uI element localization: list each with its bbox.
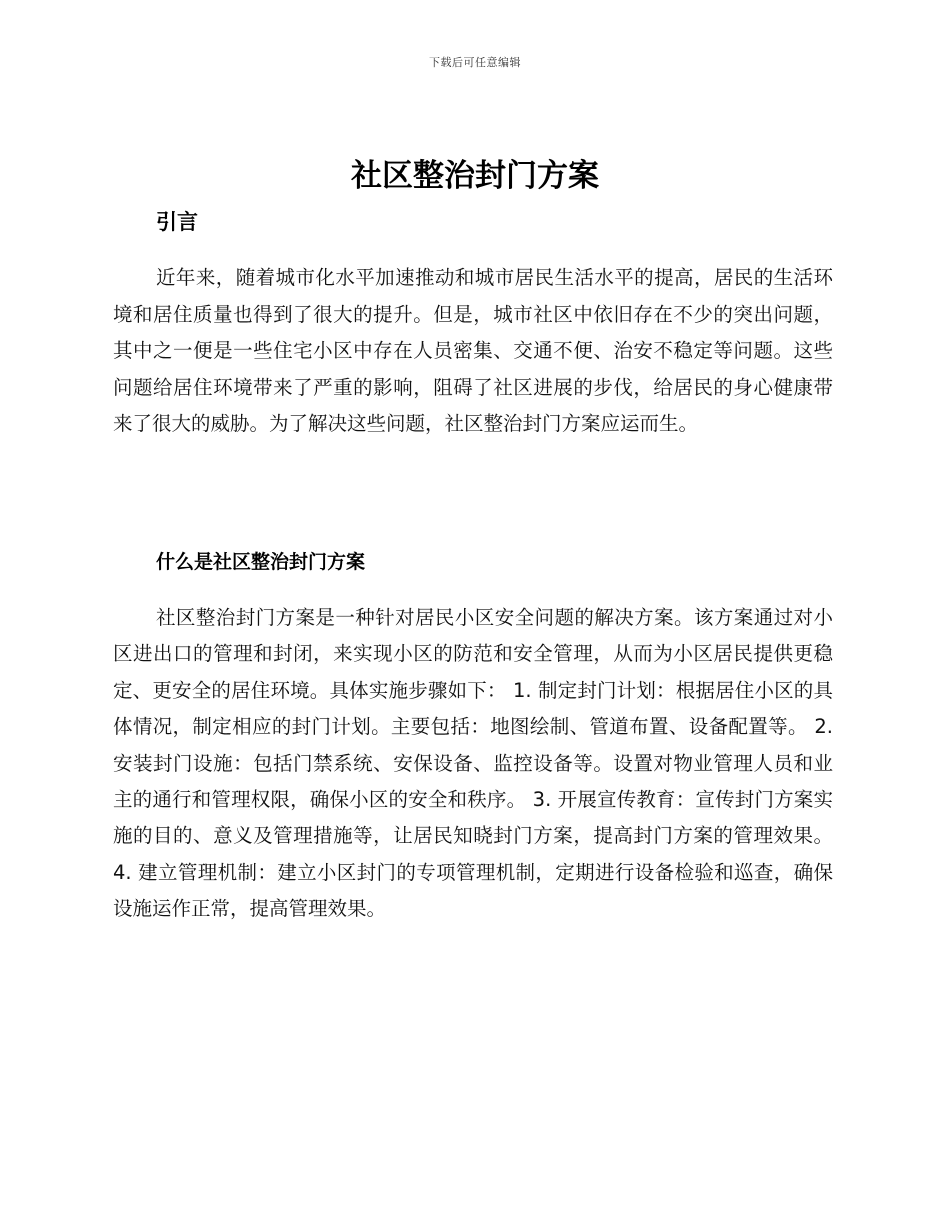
section-heading-intro: 引言 [156, 210, 198, 234]
page-header-note: 下载后可任意编辑 [429, 56, 521, 69]
section-body-what-is: 社区整治封门方案是一种针对居民小区安全问题的解决方案。该方案通过对小区进出口的管理和封闭，来实现小区的防范和安全管理，从而为小区居民提供更稳定、更安全的居住环境。具体实施步骤如下： 1. 制定封门计划：根据居住小区的具体情况，制定相应的封门计划。主要包括：地图绘制、管道布置、设备配置等。 2. 安装封门设施：包括门禁系统、安保设备、监控设备等。设置对物业管理人员和业主的通行和管理权限，确保小区的安全和秩序。 3. 开展宣传教育：宣传封门方案实施的目的、意义及管理措施等，让居民知晓封门方案，提高封门方案的管理效果。 4. 建立管理机制：建立小区封门的专项管理机制，定期进行设备检验和巡查，确保设施运作正常，提高管理效果。 [113, 606, 833, 921]
section-body-intro: 近年来，随着城市化水平加速推动和城市居民生活水平的提高，居民的生活环境和居住质量也得到了很大的提升。但是，城市社区中依旧存在不少的突出问题，其中之一便是一些住宅小区中存在人员密集、交通不便、治安不稳定等问题。这些问题给居住环境带来了严重的影响，阻碍了社区进展的步伐，给居民的身心健康带来了很大的威胁。为了解决这些问题，社区整治封门方案应运而生。 [113, 266, 833, 435]
document-title: 社区整治封门方案 [351, 158, 599, 194]
section-heading-what-is: 什么是社区整治封门方案 [156, 551, 366, 573]
